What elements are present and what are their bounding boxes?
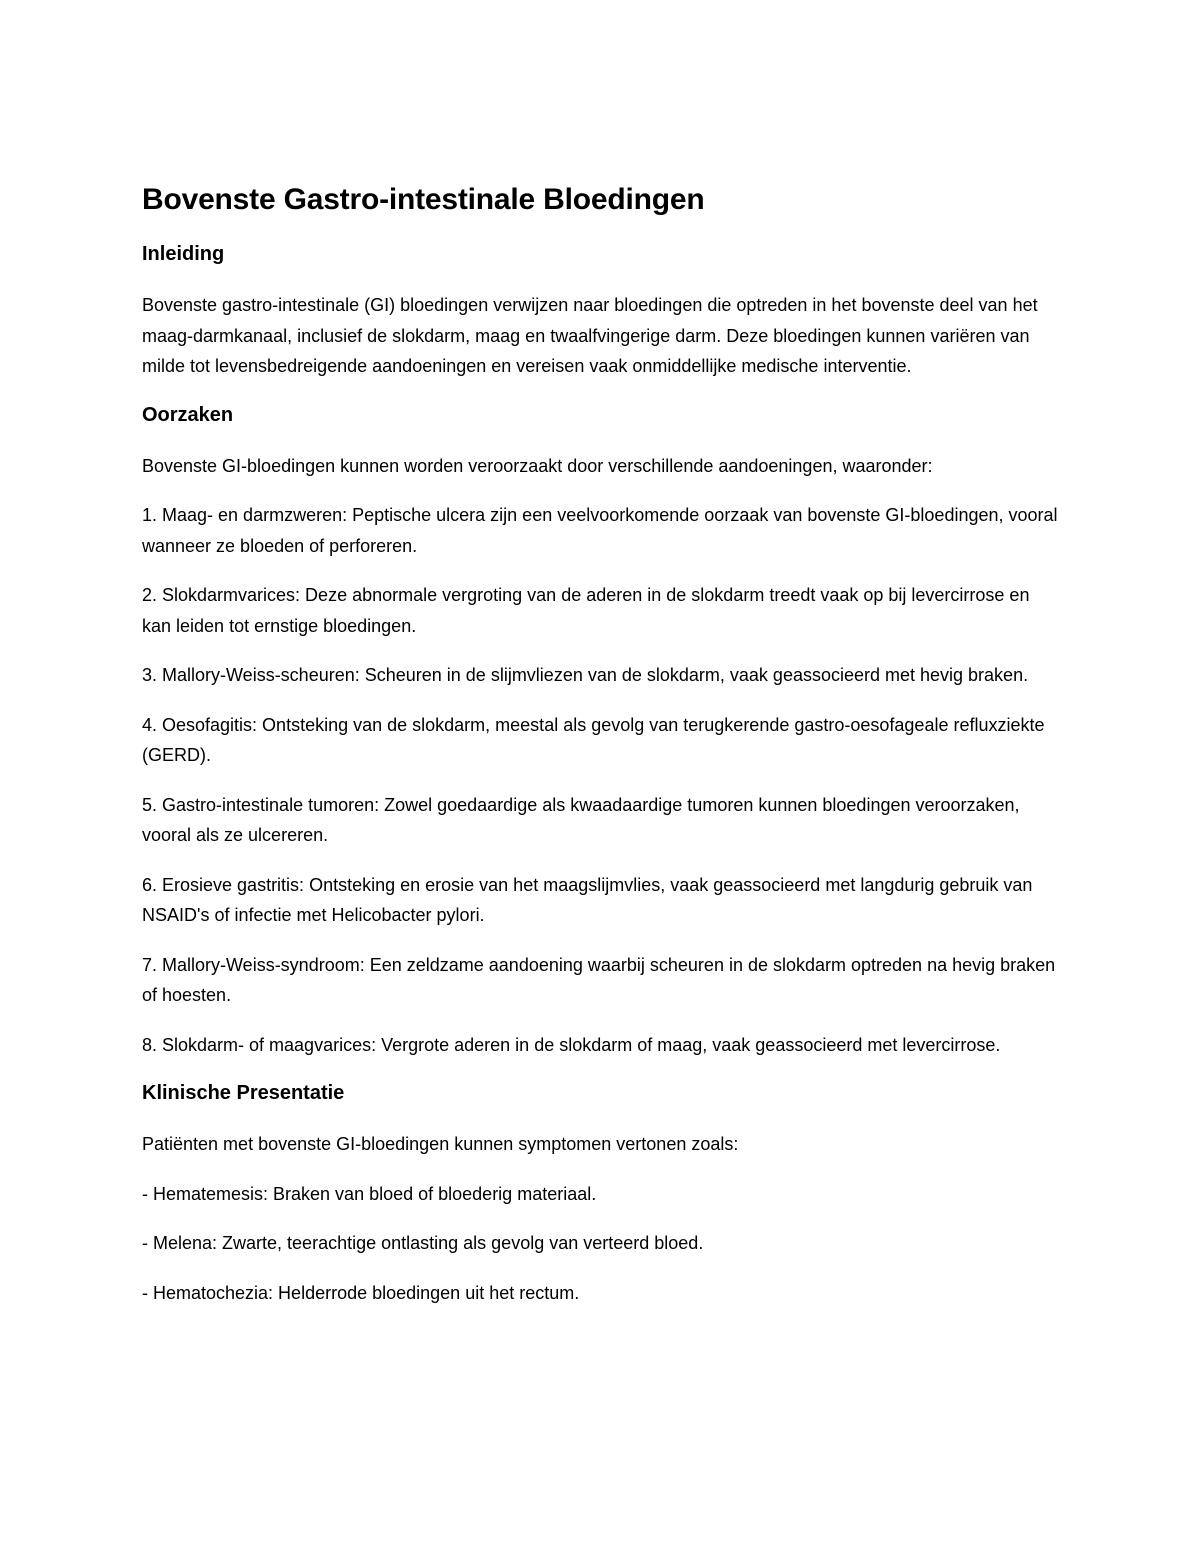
- causes-list-item: 5. Gastro-intestinale tumoren: Zowel goedaardige als kwaadaardige tumoren kunnen bloedingen veroorzaken, vooral als ze ulcereren.: [142, 794, 1020, 845]
- causes-list-item: 6. Erosieve gastritis: Ontsteking en erosie van het maagslijmvlies, vaak geassocieerd met langdurig gebruik van NSAID's of infectie met Helicobacter pylori.: [142, 874, 1033, 925]
- section-heading-causes: Oorzaken: [142, 403, 234, 426]
- causes-intro-paragraph: Bovenste GI-bloedingen kunnen worden veroorzaakt door verschillende aandoeningen, waaronder:: [142, 455, 933, 476]
- causes-list-item: 8. Slokdarm- of maagvarices: Vergrote aderen in de slokdarm of maag, vaak geassocieerd met levercirrose.: [142, 1034, 1001, 1055]
- causes-list-item: 4. Oesofagitis: Ontsteking van de slokdarm, meestal als gevolg van terugkerende gastro-oesofageale refluxziekte (GERD).: [142, 714, 1045, 765]
- clinical-intro-paragraph: Patiënten met bovenste GI-bloedingen kunnen symptomen vertonen zoals:: [142, 1134, 739, 1154]
- causes-list-item: 3. Mallory-Weiss-scheuren: Scheuren in de slijmvliezen van de slokdarm, vaak geassocieerd met hevig braken.: [142, 665, 1029, 685]
- causes-list-item: 1. Maag- en darmzweren: Peptische ulcera zijn een veelvoorkomende oorzaak van bovenste GI-bloedingen, vooral wanneer ze bloeden of perforeren.: [142, 505, 1058, 556]
- section-intro: [142, 240, 1062, 382]
- document-page: [142, 180, 1062, 1327]
- section-clinical: [142, 1079, 1062, 1308]
- symptom-list-item: - Hematochezia: Helderrode bloedingen uit het rectum.: [142, 1282, 580, 1303]
- document-title: Bovenste Gastro-intestinale Bloedingen: [142, 183, 705, 216]
- section-heading-clinical: Klinische Presentatie: [142, 1082, 345, 1104]
- intro-paragraph: Bovenste gastro-intestinale (GI) bloedingen verwijzen naar bloedingen die optreden in het bovenste deel van het maag-darmkanaal, inclusief de slokdarm, maag en twaalfvingerige darm. Deze bloedingen kunnen variëren van milde tot levensbedreigende aandoeningen en vereisen vaak onmiddellijke medische interventie.: [142, 295, 1038, 376]
- symptom-list-item: - Hematemesis: Braken van bloed of bloederig materiaal.: [142, 1183, 597, 1204]
- symptom-list-item: - Melena: Zwarte, teerachtige ontlasting als gevolg van verteerd bloed.: [142, 1233, 704, 1253]
- causes-list-item: 7. Mallory-Weiss-syndroom: Een zeldzame aandoening waarbij scheuren in de slokdarm optreden na hevig braken of hoesten.: [142, 954, 1056, 1005]
- section-heading-intro: Inleiding: [142, 243, 225, 265]
- causes-list-item: 2. Slokdarmvarices: Deze abnormale vergroting van de aderen in de slokdarm treedt vaak op bij levercirrose en kan leiden tot ernstige bloedingen.: [142, 585, 1030, 636]
- section-causes: [142, 401, 1062, 1061]
